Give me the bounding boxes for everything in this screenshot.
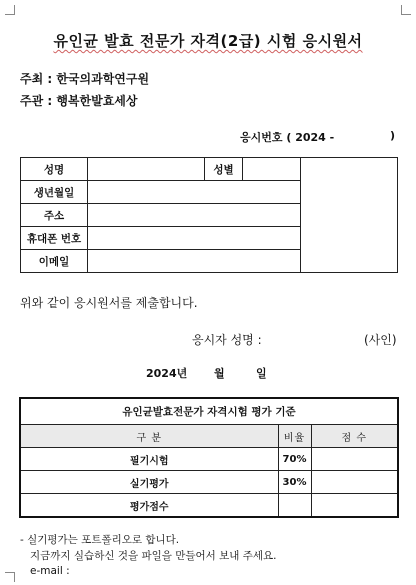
evaluation-criteria-table (19, 397, 399, 518)
gender-label: 성별 (205, 158, 243, 181)
signature-label: 응시자 성명 : (192, 333, 262, 347)
name-label: 성명 (21, 158, 88, 181)
address-label: 주소 (21, 204, 88, 227)
corner-mark-top-left (5, 5, 15, 15)
criteria-category: 필기시험 (20, 448, 278, 471)
exam-number (240, 129, 396, 145)
birth-field[interactable] (88, 181, 301, 204)
criteria-ratio-header: 비율 (278, 425, 311, 448)
table-row (20, 494, 398, 518)
email-field[interactable] (88, 250, 398, 273)
address-field[interactable] (88, 204, 301, 227)
criteria-ratio: 70% (278, 448, 311, 471)
criteria-score-field[interactable] (311, 471, 398, 494)
corner-mark-top-right (401, 5, 411, 15)
date-day: 일 (256, 367, 267, 380)
corner-mark-bottom-left (5, 572, 15, 582)
criteria-score-header: 점 수 (311, 425, 398, 448)
name-field[interactable] (88, 158, 205, 181)
table-row (20, 448, 398, 471)
date-year: 2024년 (146, 367, 188, 380)
exam-number-label: 응시번호 ( 2024 - (240, 131, 335, 144)
criteria-ratio (278, 494, 311, 518)
criteria-title: 유인균발효전문가 자격시험 평가 기준 (20, 398, 398, 425)
email-label: 이메일 (21, 250, 88, 273)
birth-label: 생년월일 (21, 181, 88, 204)
table-row (20, 471, 398, 494)
phone-label: 휴대폰 번호 (21, 227, 88, 250)
criteria-category-header: 구 분 (20, 425, 278, 448)
declaration-text: 위와 같이 응시원서를 제출합니다. (20, 296, 198, 310)
criteria-category: 실기평가 (20, 471, 278, 494)
signature-seal: (사인) (364, 333, 397, 347)
criteria-ratio: 30% (278, 471, 311, 494)
note-line: 지금까지 실습하신 것을 파일을 만들어서 보내 주세요. (30, 550, 277, 562)
exam-number-close: ) (390, 129, 396, 142)
organizer-line: 주관 : 행복한발효세상 (20, 94, 138, 108)
criteria-score-field[interactable] (311, 448, 398, 471)
host-line: 주최 : 한국의과학연구원 (20, 72, 150, 86)
criteria-score-field[interactable] (311, 494, 398, 518)
note-line: - 실기평가는 포트폴리오로 합니다. (20, 534, 180, 546)
gender-field[interactable] (243, 158, 301, 181)
phone-field[interactable] (88, 227, 301, 250)
applicant-info-table (20, 157, 398, 273)
note-line: e-mail : (30, 565, 70, 577)
criteria-category: 평가점수 (20, 494, 278, 518)
date-month: 월 (214, 367, 225, 380)
document-title: 유인균 발효 전문가 자격(2급) 시험 응시원서 (53, 32, 363, 50)
